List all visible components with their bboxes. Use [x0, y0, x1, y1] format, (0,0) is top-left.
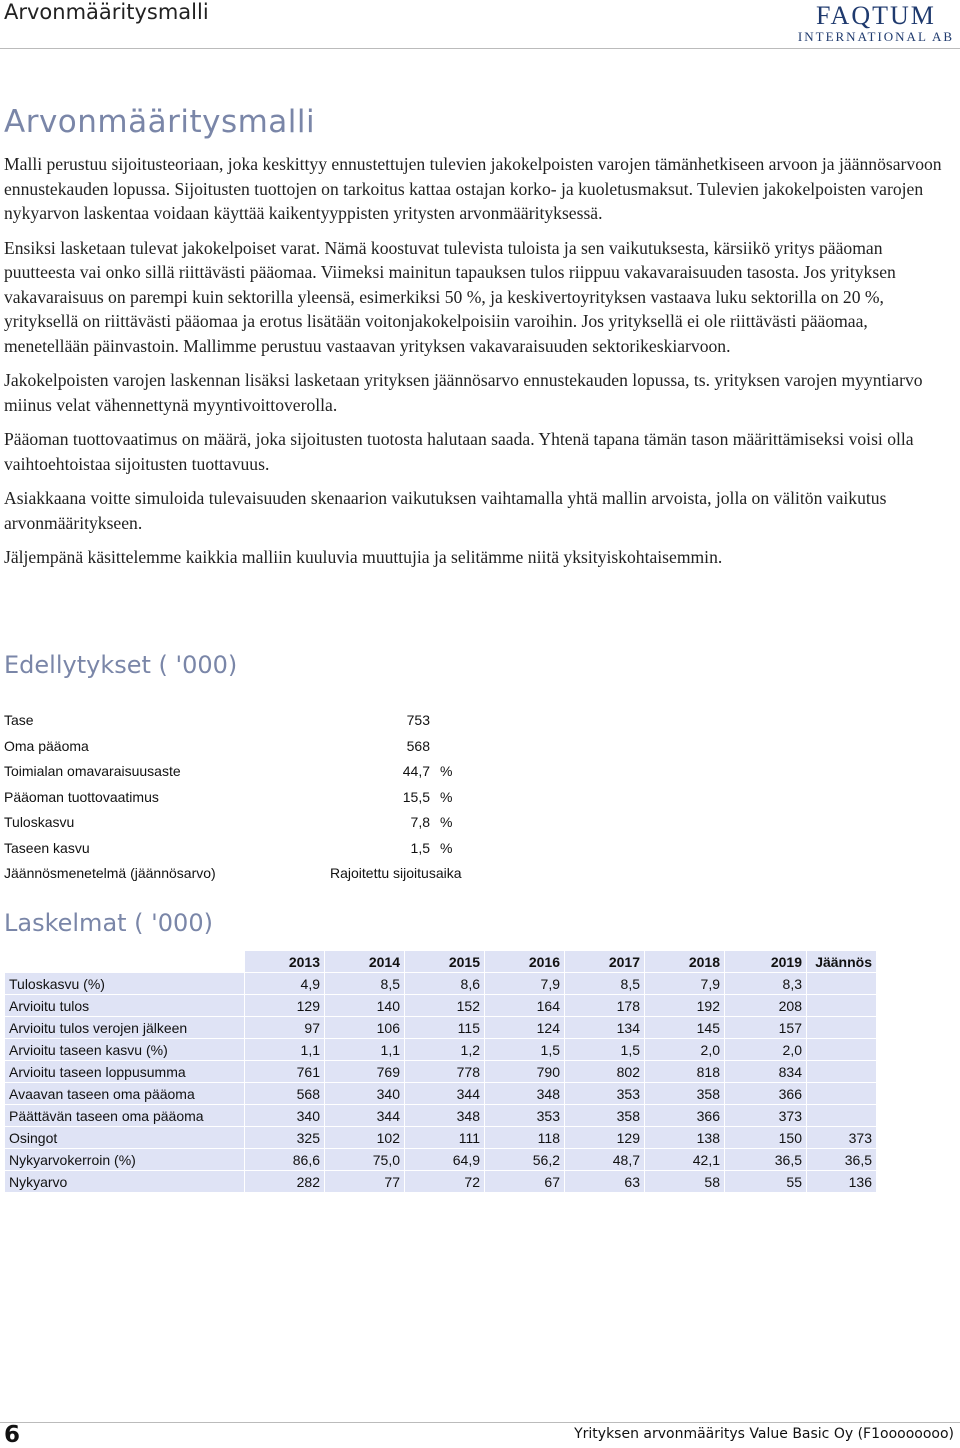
assumption-value: 1,5: [410, 839, 430, 856]
page-heading: Arvonmääritysmalli: [4, 104, 316, 140]
table-cell: 64,9: [405, 1149, 485, 1171]
assumption-value: 15,5: [402, 788, 430, 805]
paragraph-4: Pääoman tuottovaatimus on määrä, joka sijoitusten tuotosta halutaan saada. Yhtenä tapana tämän tason määrittämiseksi voisi olla vaihtoehtoistaa sijoitusten tuottavuus.: [4, 429, 914, 474]
table-cell: [807, 1083, 877, 1105]
assumption-label: Toimialan omavaraisuusaste: [4, 763, 181, 779]
table-cell: 802: [565, 1061, 645, 1083]
assumption-value: 44,7: [402, 763, 430, 779]
table-cell: 568: [245, 1083, 325, 1105]
table-row: [5, 1105, 877, 1127]
table-cell: 7,9: [645, 973, 725, 995]
table-cell: 134: [565, 1017, 645, 1039]
table-cell: 818: [645, 1061, 725, 1083]
table-cell: 1,1: [245, 1039, 325, 1061]
table-cell: 353: [485, 1105, 565, 1127]
table-cell: 164: [485, 995, 565, 1017]
table-cell: 55: [725, 1171, 807, 1193]
table-cell: [807, 1039, 877, 1061]
column-header: 2019: [725, 951, 807, 973]
assumption-value: 7,8: [410, 814, 430, 830]
table-cell: 42,1: [645, 1149, 725, 1171]
table-cell: 129: [565, 1127, 645, 1149]
table-cell: 373: [807, 1127, 877, 1149]
table-cell: 115: [405, 1017, 485, 1039]
column-header: 2014: [325, 951, 405, 973]
column-header: 2017: [565, 951, 645, 973]
table-cell: 86,6: [245, 1149, 325, 1171]
table-cell: [807, 1017, 877, 1039]
calculations-heading: Laskelmat ( '000): [4, 909, 213, 937]
logo-main-text: FAQTUM: [816, 1, 936, 30]
table-cell: 1,5: [485, 1039, 565, 1061]
table-cell: 157: [725, 1017, 807, 1039]
table-cell: 353: [565, 1083, 645, 1105]
assumption-label: Pääoman tuottovaatimus: [4, 788, 159, 805]
table-cell: 4,9: [245, 973, 325, 995]
table-row: [5, 1039, 877, 1061]
row-label: Päättävän taseen oma pääoma: [5, 1105, 245, 1127]
table-cell: 138: [645, 1127, 725, 1149]
table-cell: 761: [245, 1061, 325, 1083]
row-label: Arvioitu tulos: [5, 995, 245, 1017]
table-cell: 58: [645, 1171, 725, 1193]
paragraph-6: Jäljempänä käsittelemme kaikkia malliin kuuluvia muuttujia ja selitämme niitä yksityiskohtaisemmin.: [4, 547, 723, 567]
table-header-corner: [5, 951, 245, 973]
table-row: [5, 1061, 877, 1083]
row-label: Tuloskasvu (%): [5, 973, 245, 995]
table-cell: 1,2: [405, 1039, 485, 1061]
column-header: Jäännös: [807, 951, 877, 973]
table-cell: 36,5: [807, 1149, 877, 1171]
row-label: Arvioitu tulos verojen jälkeen: [5, 1017, 245, 1039]
table-header-row: [5, 951, 877, 973]
table-cell: 36,5: [725, 1149, 807, 1171]
row-label: Nykyarvokerroin (%): [5, 1149, 245, 1171]
table-cell: 8,5: [565, 973, 645, 995]
row-label: Osingot: [5, 1127, 245, 1149]
document-header-title: Arvonmääritysmalli: [4, 0, 209, 24]
table-cell: 48,7: [565, 1149, 645, 1171]
table-cell: 77: [325, 1171, 405, 1193]
table-cell: 340: [245, 1105, 325, 1127]
logo-sub-text: INTERNATIONAL AB: [797, 29, 954, 44]
column-header: 2018: [645, 951, 725, 973]
table-cell: 75,0: [325, 1149, 405, 1171]
method-label: Jäännösmenetelmä (jäännösarvo): [4, 865, 216, 881]
table-cell: 192: [645, 995, 725, 1017]
table-cell: 1,1: [325, 1039, 405, 1061]
footer-divider: [0, 1422, 960, 1423]
table-cell: 373: [725, 1105, 807, 1127]
table-cell: [807, 995, 877, 1017]
table-row: [5, 973, 877, 995]
assumption-value: 568: [406, 737, 430, 754]
table-cell: 344: [405, 1083, 485, 1105]
header-divider: [0, 48, 960, 49]
table-cell: 136: [807, 1171, 877, 1193]
table-cell: [807, 1105, 877, 1127]
table-cell: 145: [645, 1017, 725, 1039]
table-row: [5, 1171, 877, 1193]
row-label: Arvioitu taseen kasvu (%): [5, 1039, 245, 1061]
table-cell: 778: [405, 1061, 485, 1083]
table-cell: 2,0: [645, 1039, 725, 1061]
table-cell: 366: [725, 1083, 807, 1105]
table-row: [5, 1017, 877, 1039]
row-label: Arvioitu taseen loppusumma: [5, 1061, 245, 1083]
table-cell: 1,5: [565, 1039, 645, 1061]
table-cell: 178: [565, 995, 645, 1017]
table-row: [5, 995, 877, 1017]
table-cell: 8,5: [325, 973, 405, 995]
company-logo: [798, 2, 954, 44]
table-cell: 2,0: [725, 1039, 807, 1061]
assumption-unit: %: [440, 839, 453, 856]
table-cell: 344: [325, 1105, 405, 1127]
column-header: 2015: [405, 951, 485, 973]
paragraph-5: Asiakkaana voitte simuloida tulevaisuuden skenaarion vaikutuksen vaihtamalla yhtä mallin arvoista, jolla on välitön vaikutus arvonmääritykseen.: [4, 488, 887, 533]
assumptions-heading: Edellytykset ( '000): [4, 651, 238, 679]
table-cell: 150: [725, 1127, 807, 1149]
table-cell: 106: [325, 1017, 405, 1039]
table-cell: 790: [485, 1061, 565, 1083]
calculations-table: [4, 950, 877, 1193]
column-header: 2016: [485, 951, 565, 973]
table-cell: 208: [725, 995, 807, 1017]
table-row: [5, 1083, 877, 1105]
table-cell: 7,9: [485, 973, 565, 995]
table-cell: 152: [405, 995, 485, 1017]
table-cell: [807, 1061, 877, 1083]
table-cell: 348: [405, 1105, 485, 1127]
table-cell: 769: [325, 1061, 405, 1083]
table-cell: 340: [325, 1083, 405, 1105]
table-cell: 67: [485, 1171, 565, 1193]
table-cell: 63: [565, 1171, 645, 1193]
intro-text: [4, 152, 952, 580]
table-cell: 124: [485, 1017, 565, 1039]
table-cell: [807, 973, 877, 995]
table-cell: 358: [565, 1105, 645, 1127]
table-cell: 97: [245, 1017, 325, 1039]
page-number: 6: [4, 1422, 21, 1448]
assumption-label: Taseen kasvu: [4, 839, 90, 856]
assumption-unit: %: [440, 788, 453, 805]
table-cell: 111: [405, 1127, 485, 1149]
table-cell: 366: [645, 1105, 725, 1127]
assumption-label: Tase: [4, 712, 34, 728]
table-cell: 118: [485, 1127, 565, 1149]
footer-text: Yrityksen arvonmääritys Value Basic Oy (F1oooooooo): [574, 1426, 954, 1442]
table-cell: 140: [325, 995, 405, 1017]
table-cell: 102: [325, 1127, 405, 1149]
assumption-label: Tuloskasvu: [4, 814, 75, 830]
table-cell: 72: [405, 1171, 485, 1193]
assumption-value: 753: [406, 712, 430, 728]
paragraph-2: Ensiksi lasketaan tulevat jakokelpoiset varat. Nämä koostuvat tulevista tuloista ja sen vaikutuksesta, kärsiikö yritys pääoman puutteesta vai onko sillä riittävästi pääomaa. Viimeksi mainitun tapauksen tulos riippuu vakavaraisuuden tasosta. Jos yrityksen vakavaraisuus on parempi kuin sektorilla yleensä, esimerkiksi 50 %, ja keskivertoyrityksen vastaava luku sektorilla on 20 %, yrityksellä on riittävästi pääomaa ja erotus lisätään voitonjakokelpoisiin varoihin. Jos yrityksellä ei ole riittävästi pääomaa, menetellään päinvastoin. Mallimme perustuu vastaavan yrityksen vakavaraisuuden sektorikeskiarvoon.: [4, 237, 896, 356]
table-cell: 282: [245, 1171, 325, 1193]
table-cell: 56,2: [485, 1149, 565, 1171]
row-label: Avaavan taseen oma pääoma: [5, 1083, 245, 1105]
paragraph-1: Malli perustuu sijoitusteoriaan, joka keskittyy ennustettujen tulevien jakokelpoisten varojen tämänhetkiseen arvoon ja jäännösarvoon ennustekauden lopussa. Sijoitusten tuottojen on tarkoitus kattaa ostajan korko- ja kuoletusmaksut. Tulevien jakokelpoisten varojen nykyarvon laskentaa voidaan käyttää kaikentyyppisten yritysten arvonmäärityksessä.: [4, 154, 942, 223]
column-header: 2013: [245, 951, 325, 973]
method-value: Rajoitettu sijoitusaika: [330, 865, 462, 881]
assumption-unit: %: [440, 763, 453, 779]
table-row: [5, 1149, 877, 1171]
table-row: [5, 1127, 877, 1149]
table-cell: 358: [645, 1083, 725, 1105]
table-cell: 129: [245, 995, 325, 1017]
table-cell: 8,6: [405, 973, 485, 995]
table-cell: 348: [485, 1083, 565, 1105]
table-cell: 325: [245, 1127, 325, 1149]
assumption-unit: %: [440, 814, 453, 830]
assumption-label: Oma pääoma: [4, 737, 89, 754]
table-cell: 834: [725, 1061, 807, 1083]
row-label: Nykyarvo: [5, 1171, 245, 1193]
paragraph-3: Jakokelpoisten varojen laskennan lisäksi lasketaan yrityksen jäännösarvo ennustekauden lopussa, ts. yrityksen varojen myyntiarvo miinus velat vähennettynä myyntivoittoverolla.: [4, 370, 923, 415]
table-cell: 8,3: [725, 973, 807, 995]
